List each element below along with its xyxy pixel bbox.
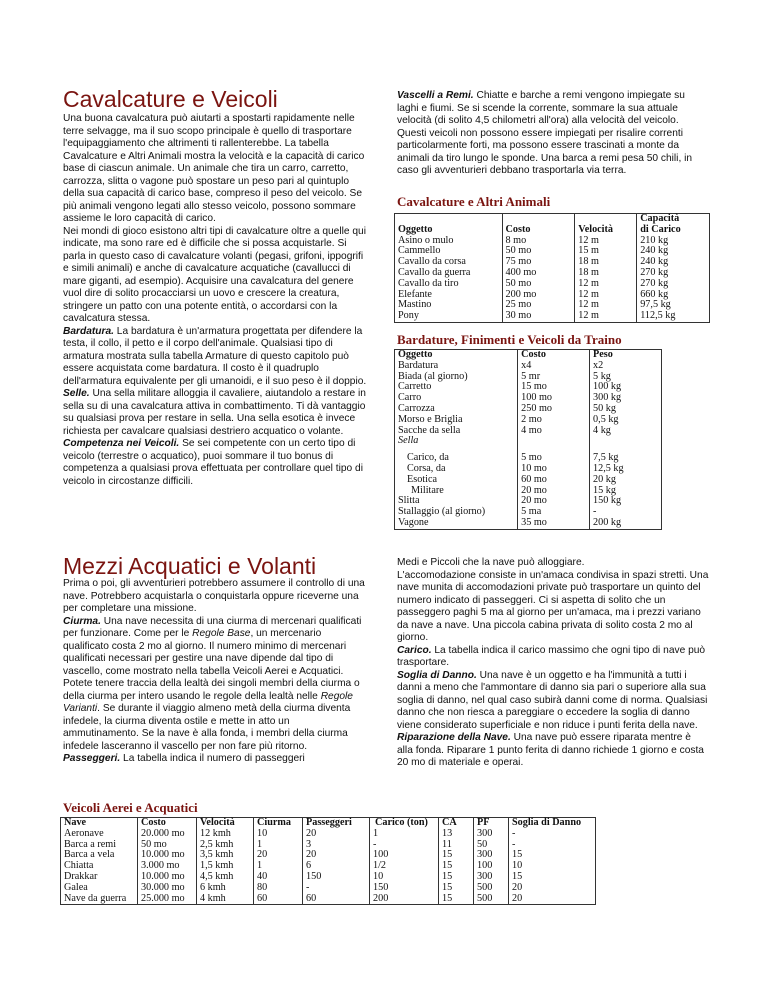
carico-paragraph: Carico. La tabella indica il carico massimo che ogni tipo di nave può trasportare.	[397, 644, 706, 668]
table-cell: 5 mr	[518, 372, 590, 383]
table-cell: 12 m	[575, 311, 637, 322]
table-cell: 11	[439, 840, 474, 851]
table-cell: Sella	[395, 436, 518, 447]
table-cell: 60	[254, 894, 303, 905]
table-cell: 10	[370, 872, 439, 883]
ciurma-paragraph: Ciurma. Una nave necessita di una ciurma di mercenari qualificati per funzionare. Come per le Regole Base, un mercenario qualificato costa 2 mo al giorno. Il numero minimo di mercenari qualificati necessari per gestire una nave dipende dal tipo di vascello, come mostrato nella tabella Veicoli Aerei e Acquatici.	[63, 615, 362, 677]
animals-header-item: Oggetto	[395, 214, 503, 236]
table-cell: Galea	[61, 883, 138, 894]
table-row	[61, 829, 596, 840]
table-cell: 20	[509, 883, 596, 894]
remi-text	[397, 90, 709, 178]
table-cell: Bardatura	[395, 361, 518, 372]
table-row	[395, 436, 662, 447]
table-cell: x4	[518, 361, 590, 372]
table-cell: Cavallo da guerra	[395, 268, 503, 279]
ships-header-cell: PF	[474, 818, 509, 829]
table-cell: 60 mo	[518, 475, 590, 486]
mounts-text	[63, 113, 368, 488]
ships-table-title: Veicoli Aerei e Acquatici	[63, 800, 198, 815]
table-cell: Sacche da sella	[395, 426, 518, 437]
tack-header-cost: Costo	[518, 350, 590, 361]
table-cell: 15	[439, 861, 474, 872]
table-cell: x2	[590, 361, 662, 372]
table-cell: 500	[474, 883, 509, 894]
table-row	[395, 426, 662, 437]
table-cell: 25.000 mo	[138, 894, 197, 905]
table-cell: 20 mo	[518, 486, 590, 497]
animals-header-capacity: Capacità di Carico	[637, 214, 710, 236]
soglia-paragraph: Soglia di Danno. Una nave è un oggetto e ha l'immunità a tutti i danni a meno che l'ammontare di danno sia pari o superiore alla sua soglia di danno, nel qual caso subirà danni come di norma. Qualsiasi danno che non riesca a pareggiare o eccedere la soglia di danno viene considerato superficiale e non riduce i punti ferita della nave.	[397, 669, 708, 731]
table-cell: 50 mo	[138, 840, 197, 851]
table-cell: Mastino	[395, 300, 503, 311]
table-cell	[518, 436, 590, 447]
table-cell: 10 mo	[518, 464, 590, 475]
table-cell: 300	[474, 872, 509, 883]
table-cell: Militare	[395, 486, 518, 497]
ships-table	[60, 817, 596, 905]
table-cell: 100 mo	[518, 393, 590, 404]
table-cell: 10.000 mo	[138, 850, 197, 861]
table-cell: Slitta	[395, 496, 518, 507]
table-cell: 10.000 mo	[138, 872, 197, 883]
table-cell: 60	[303, 894, 370, 905]
mounts-paragraph-1: Una buona cavalcatura può aiutarti a spostarti rapidamente nelle terre selvagge, ma il suo scopo principale è quello di trasportare l'equipaggiamento che altrimenti ti rallenterebbe. La tabella Cavalcature e Altri Animali mostra la velocità e la capacità di carico base di ciascun animale. Un animale che tira un carro, carretto, carrozza, slitta o vagone può spostare un peso pari al quintuplo della sua capacità di carico base, compreso il peso del veicolo. Se più animali vengono legati allo stesso veicolo, possono sommare assieme le loro capacità di carico.	[63, 113, 365, 224]
table-cell: Pony	[395, 311, 503, 322]
table-cell: Stallaggio (al giorno)	[395, 507, 518, 518]
table-cell: 12,5 kg	[590, 464, 662, 475]
table-cell: 20	[509, 894, 596, 905]
ships-header-cell: Soglia di Danno	[509, 818, 596, 829]
table-cell: Nave da guerra	[61, 894, 138, 905]
table-cell: 200 mo	[502, 290, 575, 301]
bardatura-paragraph: Bardatura. La bardatura è un'armatura progettata per difendere la testa, il collo, il petto e il corpo dell'animale. Qualsiasi tipo di armatura mostrata sulla tabella Armature di questo capitolo può essere acquistata come bardatura. Il costo è il quadruplo dell'armatura equivalente per gli umanoidi, e il suo peso è il doppio.	[63, 325, 367, 387]
table-row	[395, 311, 710, 322]
table-cell: Cavallo da tiro	[395, 279, 503, 290]
table-cell: 0,5 kg	[590, 415, 662, 426]
animals-header-cost: Costo	[502, 214, 575, 236]
table-cell: 200 kg	[590, 518, 662, 529]
table-cell: 2 mo	[518, 415, 590, 426]
table-cell: 12 m	[575, 279, 637, 290]
table-cell: 75 mo	[502, 257, 575, 268]
table-cell: Carretto	[395, 382, 518, 393]
table-cell: 35 mo	[518, 518, 590, 529]
section-title-mounts: Cavalcature e Veicoli	[63, 86, 278, 112]
table-cell: 18 m	[575, 257, 637, 268]
table-cell: Carrozza	[395, 404, 518, 415]
table-cell: 15	[439, 883, 474, 894]
table-cell: 15	[439, 872, 474, 883]
table-cell: 50 kg	[590, 404, 662, 415]
table-row	[395, 279, 710, 290]
table-cell: Cammello	[395, 246, 503, 257]
ships-text-right	[397, 557, 709, 770]
table-cell: 80	[254, 883, 303, 894]
table-cell: 100 kg	[590, 382, 662, 393]
table-cell: 15	[509, 850, 596, 861]
table-cell: 40	[254, 872, 303, 883]
table-cell: Drakkar	[61, 872, 138, 883]
table-cell: 20 mo	[518, 496, 590, 507]
table-row	[395, 415, 662, 426]
table-cell: Elefante	[395, 290, 503, 301]
animals-table	[394, 213, 710, 323]
table-cell: 660 kg	[637, 290, 710, 301]
table-cell: 15 m	[575, 246, 637, 257]
tack-header-item: Oggetto	[395, 350, 518, 361]
table-cell: 100	[474, 861, 509, 872]
table-cell: 12 m	[575, 236, 637, 247]
ships-header-cell: Ciurma	[254, 818, 303, 829]
table-cell: 4 kmh	[197, 894, 254, 905]
table-cell: 4 mo	[518, 426, 590, 437]
lealta-paragraph: Potete tenere traccia della lealtà dei singoli membri della ciurma o della ciurma per intero usando le regole della lealtà nelle Regole Varianti. Se durante il viaggio almeno metà della ciurma diventa infedele, la ciurma diventa ostile e mette in atto un ammutinamento. Se la nave è alla fonda, i membri della ciurma infedele lasceranno il vascello per non fare più ritorno.	[63, 678, 360, 752]
table-cell: 15 mo	[518, 382, 590, 393]
table-cell: 13	[439, 829, 474, 840]
remi-paragraph: Vascelli a Remi. Chiatte e barche a remi vengono impiegate su laghi e fiumi. Se si scende la corrente, sommare la sua attuale velocità (di solito 4,5 chilometri all'ora) alla velocità del veicolo. Questi veicoli non possono essere impiegati per risalire correnti particolarmente forti, ma possono essere trascinati a monte da animali da tiro lungo le sponde. Una barca a remi pesa 50 chili, in caso gli avventurieri debbano trasportarla via terra.	[397, 90, 693, 176]
table-cell: 1	[370, 829, 439, 840]
table-cell: 50 mo	[502, 246, 575, 257]
table-cell: -	[509, 829, 596, 840]
table-cell: 270 kg	[637, 268, 710, 279]
mounts-paragraph-2: Nei mondi di gioco esistono altri tipi di cavalcature oltre a quelle qui indicate, ma sono rare ed è difficile che si possa acquistarle. Si parla in questo caso di cavalcature volanti (pegasi, grifoni, ippogrifi e simili animali) e anche di cavalcature acquatiche (cavallucci di mare giganti, ad esempio). Acquisire una cavalcatura del genere vuol dire di solito procacciarsi un uovo e crescere la creatura, stringere un patto con una potente entità, o accordarsi con la cavalcatura stessa.	[63, 225, 366, 324]
competenza-paragraph: Competenza nei Veicoli. Se sei competente con un certo tipo di veicolo (terrestre o acquatico), puoi sommare il tuo bonus di competenza a qualsiasi prova effettuata per controllare quel tipo di veicolo in circostanze difficili.	[63, 438, 363, 487]
table-cell: 3.000 mo	[138, 861, 197, 872]
table-cell: 20	[303, 829, 370, 840]
ships-header-cell: CA	[439, 818, 474, 829]
tack-table-title: Bardature, Finimenti e Veicoli da Traino	[397, 332, 622, 347]
ships-text	[63, 578, 368, 766]
table-cell: 18 m	[575, 268, 637, 279]
table-cell: -	[303, 883, 370, 894]
table-cell: 4,5 kmh	[197, 872, 254, 883]
table-cell: 200	[370, 894, 439, 905]
passeggeri-paragraph: Passeggeri. La tabella indica il numero di passeggeri	[63, 753, 305, 764]
table-cell: 12 m	[575, 290, 637, 301]
table-cell: Esotica	[395, 475, 518, 486]
table-cell: Carico, da	[395, 453, 518, 464]
table-cell: 2,5 kmh	[197, 840, 254, 851]
section-title-ships: Mezzi Acquatici e Volanti	[63, 553, 317, 579]
table-cell: 150	[303, 872, 370, 883]
table-cell: 270 kg	[637, 279, 710, 290]
table-cell: 400 mo	[502, 268, 575, 279]
table-cell: 20	[254, 850, 303, 861]
table-cell: -	[590, 507, 662, 518]
table-row	[61, 894, 596, 905]
ships-header-cell: Costo	[138, 818, 197, 829]
table-cell: 5 kg	[590, 372, 662, 383]
table-row	[395, 361, 662, 372]
table-cell: 15	[439, 850, 474, 861]
table-cell: 150	[370, 883, 439, 894]
table-cell: -	[370, 840, 439, 851]
table-cell: 300 kg	[590, 393, 662, 404]
table-cell: Asino o mulo	[395, 236, 503, 247]
table-cell: 240 kg	[637, 246, 710, 257]
animals-header-speed: Velocità	[575, 214, 637, 236]
table-cell: 50 mo	[502, 279, 575, 290]
table-cell: Morso e Briglia	[395, 415, 518, 426]
table-cell: 30 mo	[502, 311, 575, 322]
table-cell: 150 kg	[590, 496, 662, 507]
table-cell: 20.000 mo	[138, 829, 197, 840]
table-cell: 1	[254, 840, 303, 851]
table-cell: 6 kmh	[197, 883, 254, 894]
table-cell: 240 kg	[637, 257, 710, 268]
table-cell: 10	[509, 861, 596, 872]
table-cell: 10	[254, 829, 303, 840]
table-cell: 4 kg	[590, 426, 662, 437]
table-cell: 210 kg	[637, 236, 710, 247]
table-row	[395, 475, 662, 486]
table-cell: 8 mo	[502, 236, 575, 247]
accomodazione-paragraph: L'accomodazione consiste in un'amaca condivisa in spazi stretti. Una nave munita di accomodazioni private può trasportare un quinto del numero indicato di passeggeri. Ci si aspetta di solito che un passeggero paghi 5 ma al giorno per un'amaca, ma i prezzi variano da nave a nave. Una piccola cabina privata di solito costa 2 mo al giorno.	[397, 569, 709, 643]
table-cell: Biada (al giorno)	[395, 372, 518, 383]
table-cell: Carro	[395, 393, 518, 404]
table-cell: 5 ma	[518, 507, 590, 518]
table-cell: 250 mo	[518, 404, 590, 415]
table-cell: 50	[474, 840, 509, 851]
table-cell: 30.000 mo	[138, 883, 197, 894]
table-cell: 5 mo	[518, 453, 590, 464]
table-cell: Barca a vela	[61, 850, 138, 861]
table-cell: 7,5 kg	[590, 453, 662, 464]
selle-paragraph: Selle. Una sella militare alloggia il cavaliere, aiutandolo a restare in sella su di una cavalcatura attiva in combattimento. Ti dà vantaggio su qualsiasi prova per restare in sella. Una sella esotica è invece richiesta per cavalcare qualsiasi destriero acquatico o volante.	[63, 388, 366, 437]
table-cell: 12 kmh	[197, 829, 254, 840]
animals-table-title: Cavalcature e Altri Animali	[397, 194, 551, 209]
ships-header-cell: Nave	[61, 818, 138, 829]
table-cell: Aeronave	[61, 829, 138, 840]
table-cell: 300	[474, 850, 509, 861]
table-cell: 300	[474, 829, 509, 840]
ships-header-cell: Passeggeri	[303, 818, 370, 829]
table-cell: 1	[254, 861, 303, 872]
table-cell: 112,5 kg	[637, 311, 710, 322]
passeggeri-continued: Medi e Piccoli che la nave può alloggiare.	[397, 557, 585, 568]
table-row	[395, 518, 662, 529]
table-cell: Cavallo da corsa	[395, 257, 503, 268]
riparazione-paragraph: Riparazione della Nave. Una nave può essere riparata mentre è alla fonda. Riparare 1 punto ferita di danno richiede 1 giorno e costa 20 mo di materiale e operai.	[397, 732, 704, 768]
table-cell: 20	[303, 850, 370, 861]
tack-header-weight: Peso	[590, 350, 662, 361]
table-cell: -	[509, 840, 596, 851]
table-cell	[590, 436, 662, 447]
table-cell: 97,5 kg	[637, 300, 710, 311]
ships-header-cell: Velocità	[197, 818, 254, 829]
table-cell: Corsa, da	[395, 464, 518, 475]
table-cell: 500	[474, 894, 509, 905]
table-cell: 12 m	[575, 300, 637, 311]
table-cell: Barca a remi	[61, 840, 138, 851]
table-cell: 15	[439, 894, 474, 905]
table-cell: 1/2	[370, 861, 439, 872]
table-cell: 15 kg	[590, 486, 662, 497]
table-cell: 100	[370, 850, 439, 861]
table-cell: Vagone	[395, 518, 518, 529]
table-cell: 3	[303, 840, 370, 851]
table-cell: 1,5 kmh	[197, 861, 254, 872]
table-cell: 3,5 kmh	[197, 850, 254, 861]
table-cell: 20 kg	[590, 475, 662, 486]
table-cell: 6	[303, 861, 370, 872]
table-cell: Chiatta	[61, 861, 138, 872]
table-cell: 25 mo	[502, 300, 575, 311]
table-cell: 15	[509, 872, 596, 883]
table-row	[61, 883, 596, 894]
ships-header-cell: Carico (ton)	[370, 818, 439, 829]
tack-table	[394, 349, 662, 530]
ships-paragraph-1: Prima o poi, gli avventurieri potrebbero assumere il controllo di una nave. Potrebbero acquistarla o conquistarla oppure riceverne una per completare una missione.	[63, 578, 365, 614]
